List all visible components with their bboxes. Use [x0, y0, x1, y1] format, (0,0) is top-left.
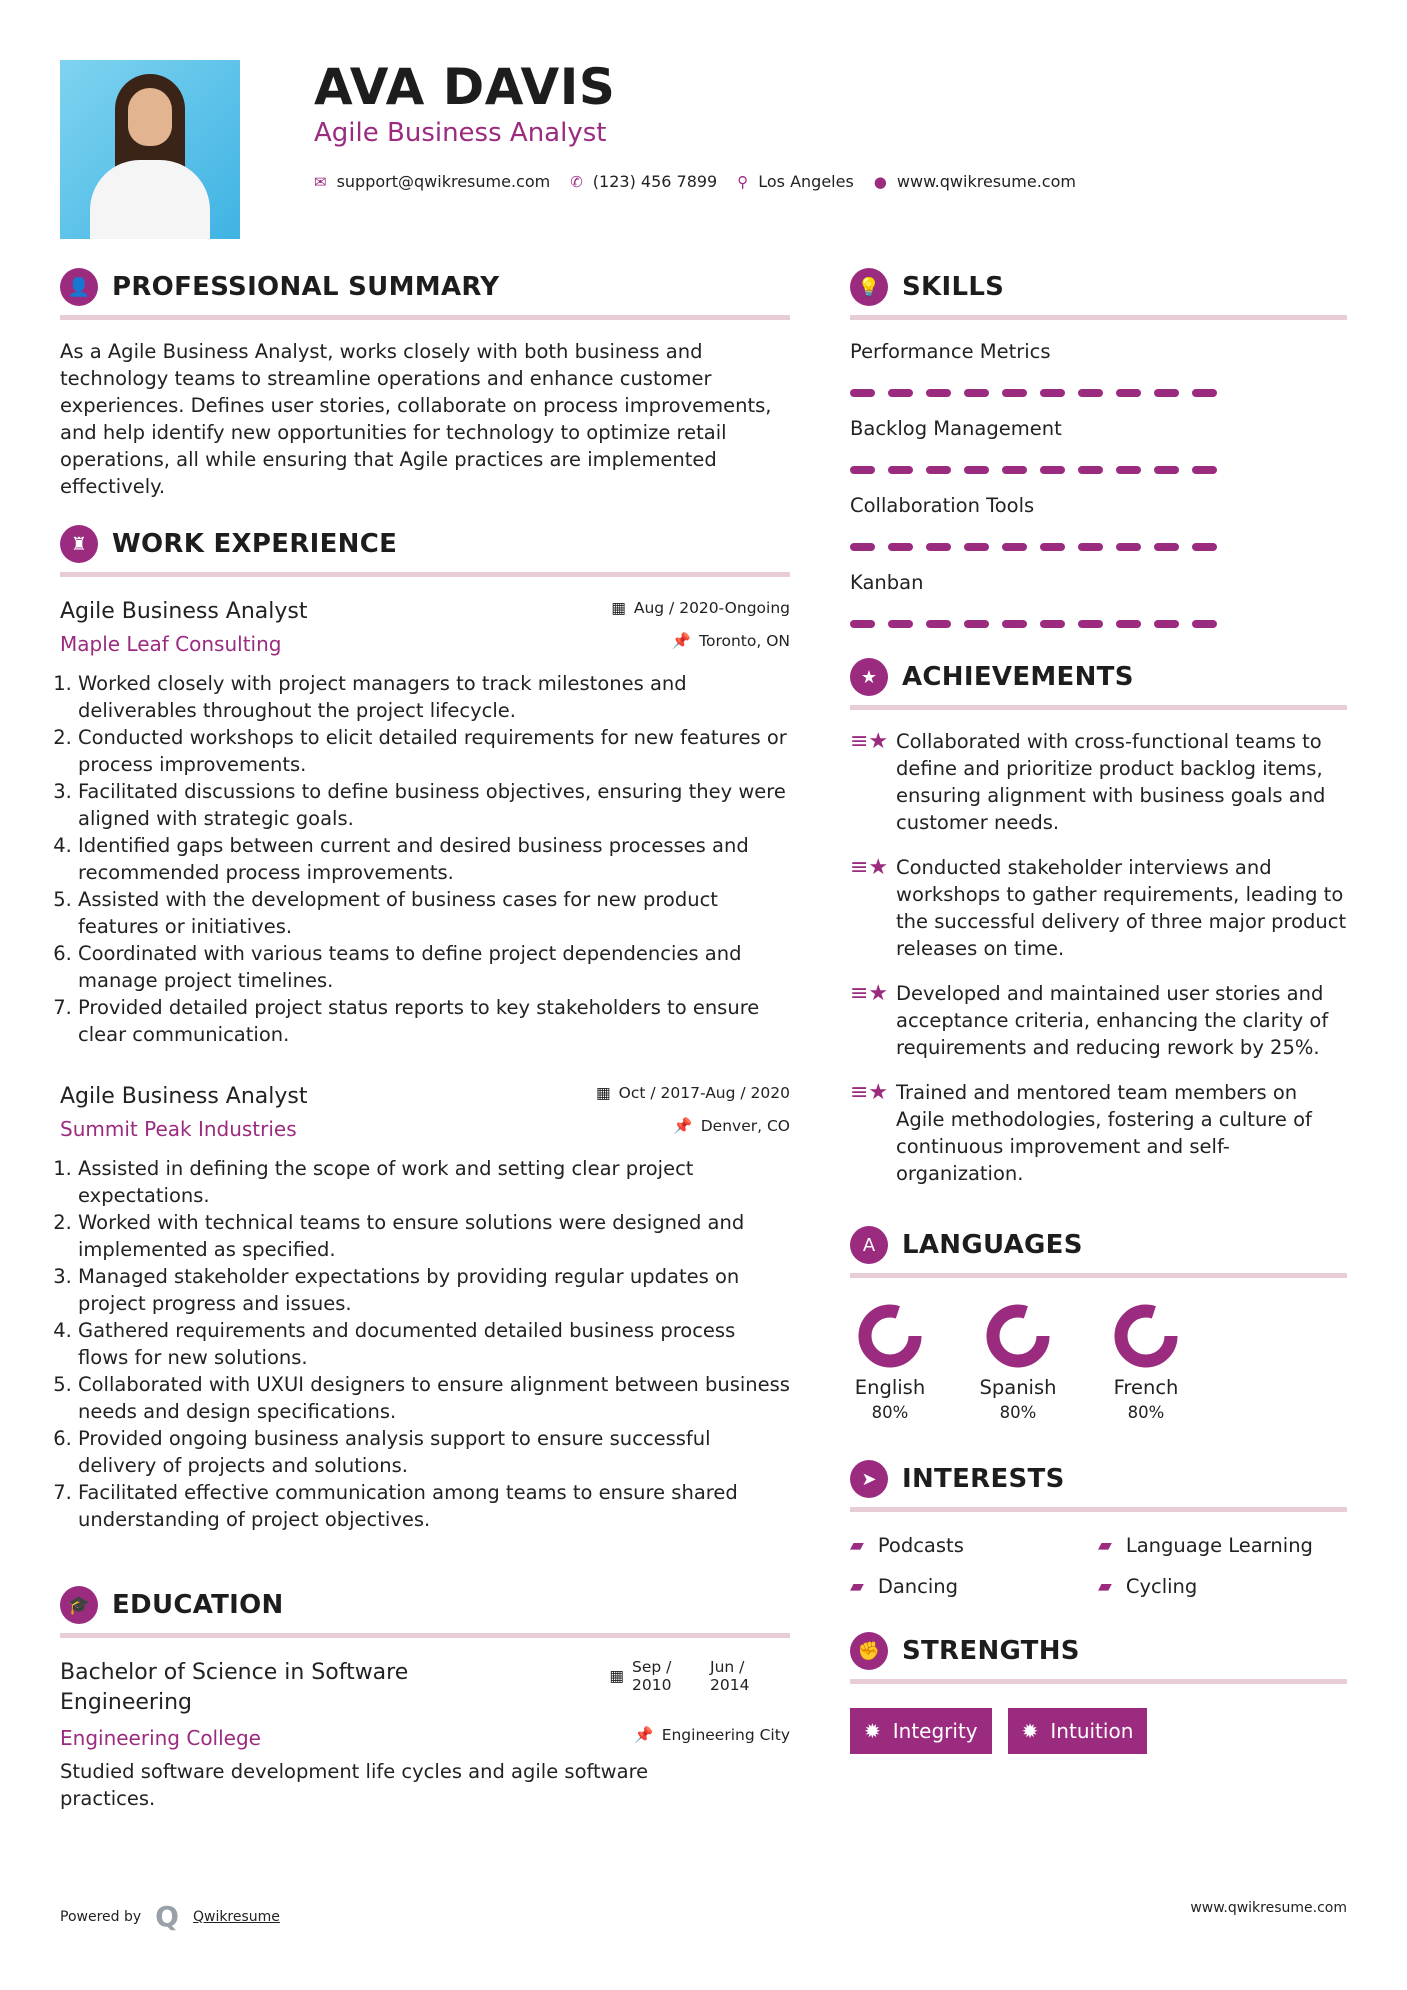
skill-dash	[1116, 466, 1141, 474]
bullet: 5. Collaborated with UXUI designers to ensure alignment between business needs and design specifications.	[78, 1371, 790, 1425]
book-icon: ▰	[1098, 1535, 1112, 1556]
degree: Bachelor of Science in Software Engineering	[60, 1660, 409, 1715]
skills-section	[850, 267, 1347, 628]
skill-item	[850, 494, 1347, 551]
divider	[850, 1507, 1347, 1512]
book-icon: ▰	[850, 1535, 864, 1556]
language-progress-ring	[1114, 1304, 1178, 1368]
bullet: 3. Facilitated discussions to define business objectives, ensuring they were aligned with strategic goals.	[78, 778, 790, 832]
section-heading: INTERESTS	[902, 1464, 1065, 1494]
school: Engineering College	[60, 1726, 261, 1750]
bullet: 2. Conducted workshops to elicit detailed requirements for new features or process improvements.	[78, 724, 790, 778]
skill-dash	[964, 466, 989, 474]
divider	[850, 705, 1347, 710]
job-location: Denver, CO	[700, 1117, 790, 1135]
divider	[850, 1273, 1347, 1278]
bullet: 6. Coordinated with various teams to define project dependencies and manage project timelines.	[78, 940, 790, 994]
skill-level-bar	[850, 620, 1347, 628]
star-icon: ≡★	[850, 729, 889, 754]
skill-dash	[1078, 620, 1103, 628]
brand-link[interactable]: Qwikresume	[192, 1908, 280, 1925]
job-location: Toronto, ON	[699, 632, 790, 650]
language-name: French	[1113, 1376, 1179, 1399]
skill-dash	[1192, 389, 1217, 397]
bullet: 4. Identified gaps between current and desired business processes and recommended process improvements.	[78, 832, 790, 886]
skill-level-bar	[850, 389, 1347, 397]
languages-section	[850, 1225, 1347, 1422]
section-heading: EDUCATION	[112, 1590, 284, 1620]
user-icon: 👤	[60, 268, 98, 306]
skill-dash	[1002, 389, 1027, 397]
skill-dash	[1078, 389, 1103, 397]
bullet: 6. Provided ongoing business analysis support to ensure successful delivery of projects and solutions.	[78, 1425, 790, 1479]
company: Maple Leaf Consulting	[60, 632, 282, 656]
skill-dash	[850, 620, 875, 628]
lightbulb-icon: 💡	[850, 268, 888, 306]
job-title: Agile Business Analyst	[60, 1084, 308, 1109]
calendar-icon: ▦	[609, 1667, 624, 1685]
skill-dash	[1154, 543, 1179, 551]
divider	[60, 315, 790, 320]
candidate-title: Agile Business Analyst	[314, 118, 607, 148]
divider	[850, 315, 1347, 320]
phone-icon: ✆	[570, 172, 583, 191]
achievement-item	[850, 980, 1347, 1061]
skill-dash	[888, 620, 913, 628]
skill-dash	[1078, 543, 1103, 551]
strengths-section	[850, 1631, 1347, 1754]
skill-dash	[1002, 466, 1027, 474]
language-percent: 80%	[999, 1403, 1037, 1422]
job-entry	[60, 1084, 790, 1533]
experience-section	[60, 524, 790, 1533]
skill-dash	[1116, 620, 1141, 628]
skill-name: Performance Metrics	[850, 340, 1051, 363]
skill-dash	[1040, 543, 1065, 551]
section-heading: LANGUAGES	[902, 1230, 1083, 1260]
pin-icon: 📌	[671, 632, 692, 650]
skill-dash	[1154, 620, 1179, 628]
language-item	[1106, 1304, 1186, 1422]
achievement-item	[850, 1079, 1347, 1187]
skill-dash	[1192, 543, 1217, 551]
location: Los Angeles	[758, 172, 854, 191]
skill-dash	[1002, 543, 1027, 551]
strength-name: Integrity	[892, 1719, 978, 1743]
language-percent: 80%	[871, 1403, 909, 1422]
fist-icon: ✊	[850, 1632, 888, 1670]
skill-name: Collaboration Tools	[850, 494, 1035, 517]
bullet: 1. Assisted in defining the scope of work and setting clear project expectations.	[78, 1155, 790, 1209]
skill-name: Kanban	[850, 571, 924, 594]
job-bullets	[60, 1155, 790, 1533]
skill-item	[850, 571, 1347, 628]
interest-name: Language Learning	[1125, 1534, 1313, 1557]
podium-icon: ♜	[60, 525, 98, 563]
strength-name: Intuition	[1050, 1719, 1134, 1743]
interest-name: Cycling	[1125, 1575, 1198, 1598]
skill-dash	[926, 543, 951, 551]
job-title: Agile Business Analyst	[60, 599, 308, 624]
website[interactable]: www.qwikresume.com	[896, 172, 1076, 191]
edu-location: Engineering City	[661, 1726, 790, 1744]
badge-icon: ✹	[864, 1719, 881, 1743]
pin-icon: 📌	[673, 1117, 693, 1135]
skill-dash	[964, 389, 989, 397]
job-dates: Oct / 2017-Aug / 2020	[618, 1084, 790, 1102]
strength-badge	[1008, 1708, 1148, 1754]
summary-text: As a Agile Business Analyst, works closely with both business and technology teams to streamline operations and enhance customer experiences. Defines user stories, collaborate on process improvements, and help identify new opportunities for technology to optimize retail operations, all while ensuring that Agile practices are implemented effectively.	[60, 340, 772, 498]
powered-by: Powered by	[60, 1908, 142, 1925]
achievement-text: Collaborated with cross-functional teams to define and prioritize product backlog items, ensuring alignment with business goals and customer needs.	[896, 730, 1326, 834]
interest-item	[1098, 1534, 1347, 1557]
qwikresume-logo-icon: Q	[155, 1900, 179, 1933]
skill-dash	[850, 389, 875, 397]
bullet: 3. Managed stakeholder expectations by providing regular updates on project progress and issues.	[78, 1263, 790, 1317]
edu-start: Sep / 2010	[632, 1658, 672, 1694]
skill-dash	[1192, 466, 1217, 474]
skill-dash	[888, 466, 913, 474]
strength-badge	[850, 1708, 992, 1754]
footer-left	[60, 1900, 280, 1933]
edu-description: Studied software development life cycles and agile software practices.	[60, 1760, 649, 1810]
skill-dash	[850, 466, 875, 474]
language-item	[850, 1304, 930, 1422]
contact-bar	[314, 172, 1076, 191]
job-entry	[60, 599, 790, 1048]
footer-website[interactable]: www.qwikresume.com	[1190, 1900, 1347, 1916]
skill-level-bar	[850, 543, 1347, 551]
skill-dash	[964, 543, 989, 551]
section-heading: ACHIEVEMENTS	[902, 662, 1134, 692]
bullet: 1. Worked closely with project managers to track milestones and deliverables throughout the project lifecycle.	[78, 670, 790, 724]
email[interactable]: support@qwikresume.com	[336, 172, 551, 191]
section-heading: SKILLS	[902, 272, 1005, 302]
book-icon: ▰	[850, 1576, 864, 1597]
bullet: 4. Gathered requirements and documented detailed business process flows for new solutions.	[78, 1317, 790, 1371]
pin-icon: 📌	[634, 1726, 654, 1744]
skill-dash	[1040, 620, 1065, 628]
star-icon: ★	[850, 658, 888, 696]
bullet: 2. Worked with technical teams to ensure solutions were designed and implemented as specified.	[78, 1209, 790, 1263]
star-icon: ≡★	[850, 1080, 889, 1105]
skill-dash	[1040, 466, 1065, 474]
divider	[60, 1633, 790, 1638]
language-item	[978, 1304, 1058, 1422]
job-bullets	[60, 670, 790, 1048]
skill-dash	[888, 389, 913, 397]
divider	[60, 572, 790, 577]
skill-item	[850, 417, 1347, 474]
skill-level-bar	[850, 466, 1347, 474]
skill-dash	[926, 466, 951, 474]
section-heading: WORK EXPERIENCE	[112, 529, 398, 559]
skill-dash	[1154, 466, 1179, 474]
job-dates: Aug / 2020-Ongoing	[633, 599, 790, 617]
interest-name: Podcasts	[877, 1534, 964, 1557]
skill-dash	[1116, 389, 1141, 397]
achievement-text: Trained and mentored team members on Agile methodologies, fostering a culture of continuous improvement and self-organization.	[896, 1081, 1312, 1185]
calendar-icon: ▦	[611, 599, 626, 617]
language-progress-ring	[858, 1304, 922, 1368]
section-heading: PROFESSIONAL SUMMARY	[112, 272, 500, 302]
interest-item	[1098, 1575, 1347, 1598]
skill-item	[850, 340, 1347, 397]
skill-dash	[1040, 389, 1065, 397]
skill-name: Backlog Management	[850, 417, 1062, 440]
bullet: 7. Provided detailed project status reports to key stakeholders to ensure clear communication.	[78, 994, 790, 1048]
profile-photo	[60, 60, 240, 239]
skill-dash	[1116, 543, 1141, 551]
paper-plane-icon: ➤	[850, 1460, 888, 1498]
achievement-text: Conducted stakeholder interviews and workshops to gather requirements, leading to the successful delivery of three major product releases on time.	[896, 856, 1347, 960]
skill-dash	[850, 543, 875, 551]
phone: (123) 456 7899	[592, 172, 718, 191]
language-name: Spanish	[979, 1376, 1057, 1399]
skill-dash	[926, 620, 951, 628]
skill-dash	[888, 543, 913, 551]
candidate-name: AVA DAVIS	[314, 58, 616, 116]
skill-dash	[1154, 389, 1179, 397]
translate-icon: A	[850, 1226, 888, 1264]
star-icon: ≡★	[850, 855, 889, 880]
language-percent: 80%	[1127, 1403, 1165, 1422]
skill-dash	[964, 620, 989, 628]
language-progress-ring	[986, 1304, 1050, 1368]
achievement-item	[850, 854, 1347, 962]
location-pin-icon: ⚲	[737, 172, 749, 191]
calendar-icon: ▦	[595, 1084, 611, 1102]
interest-item	[850, 1575, 1098, 1598]
summary-section	[60, 267, 790, 500]
interests-section	[850, 1459, 1347, 1598]
achievements-section	[850, 657, 1347, 1187]
interest-item	[850, 1534, 1098, 1557]
badge-icon: ✹	[1021, 1719, 1039, 1743]
globe-icon: ●	[873, 172, 887, 191]
company: Summit Peak Industries	[60, 1117, 297, 1141]
skill-dash	[926, 389, 951, 397]
skill-dash	[1078, 466, 1103, 474]
interest-name: Dancing	[877, 1575, 959, 1598]
book-icon: ▰	[1098, 1576, 1112, 1597]
education-section	[60, 1585, 790, 1812]
divider	[850, 1679, 1347, 1684]
email-icon: ✉	[314, 172, 327, 191]
edu-end: Jun / 2014	[710, 1658, 750, 1694]
bullet: 7. Facilitated effective communication among teams to ensure shared understanding of project objectives.	[78, 1479, 790, 1533]
bullet: 5. Assisted with the development of business cases for new product features or initiatives.	[78, 886, 790, 940]
star-icon: ≡★	[850, 981, 889, 1006]
achievement-item	[850, 728, 1347, 836]
graduate-icon: 🎓	[60, 1586, 98, 1624]
language-name: English	[854, 1376, 926, 1399]
skill-dash	[1192, 620, 1217, 628]
skill-dash	[1002, 620, 1027, 628]
achievement-text: Developed and maintained user stories and acceptance criteria, enhancing the clarity of requirements and reducing rework by 25%.	[896, 982, 1329, 1059]
section-heading: STRENGTHS	[902, 1636, 1080, 1666]
